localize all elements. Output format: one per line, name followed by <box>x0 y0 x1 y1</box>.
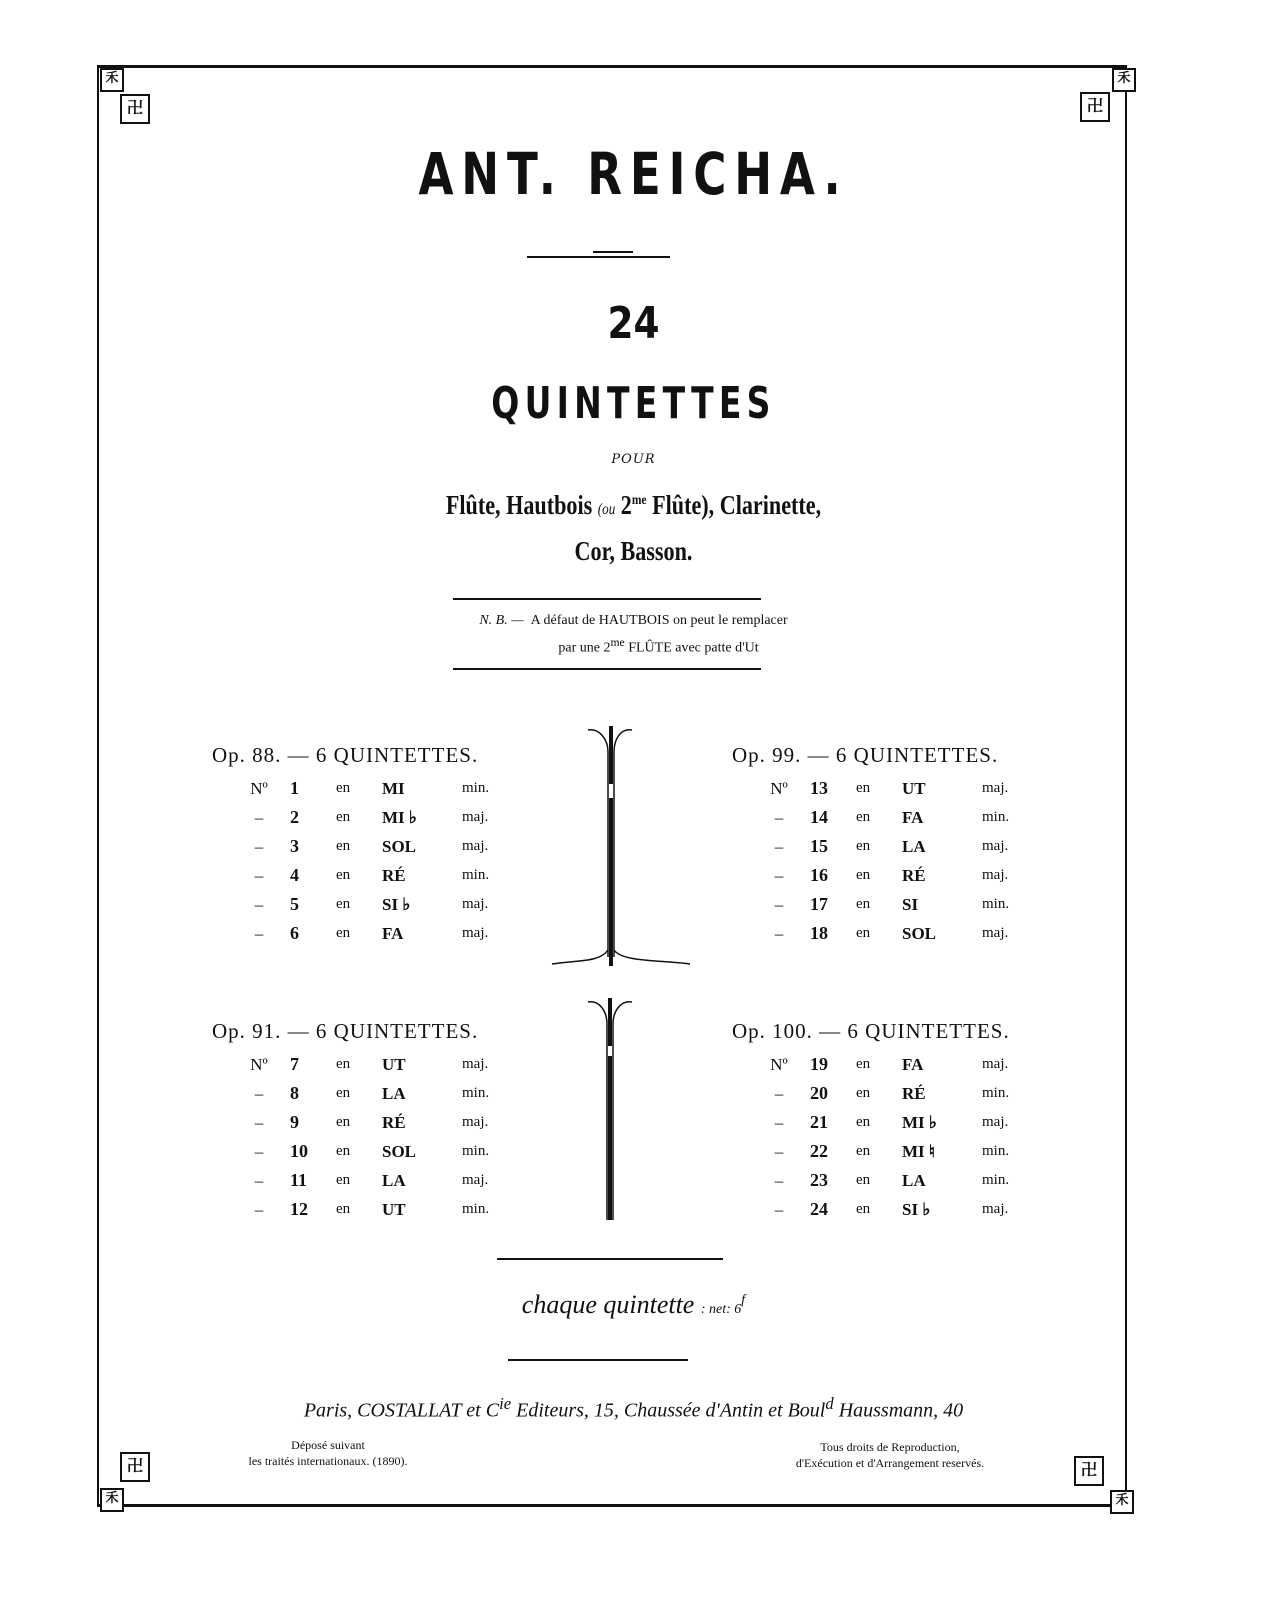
key-name: LA <box>382 1083 406 1103</box>
deposit-notice <box>188 1437 468 1469</box>
corner-ornament-icon: 禾 <box>1112 68 1136 92</box>
publisher-text: Haussmann, 40 <box>833 1399 964 1422</box>
nb-text: par une 2 <box>558 640 611 656</box>
instruments-line-2: Cor, Basson. <box>574 536 693 566</box>
divider <box>508 1359 688 1361</box>
mode-label: min. <box>462 1201 490 1217</box>
mode-label: min. <box>982 809 1010 825</box>
mode-label: min. <box>462 1085 490 1101</box>
quintet-number: 4 <box>290 865 299 885</box>
key-name: UT <box>902 778 926 798</box>
number-prefix: – <box>774 1141 784 1161</box>
mode-label: min. <box>982 1143 1010 1159</box>
en-label: en <box>856 867 871 883</box>
publisher-sup: ie <box>499 1394 512 1413</box>
en-label: en <box>336 1143 351 1159</box>
en-label: en <box>336 1056 351 1072</box>
quintet-row <box>758 832 1019 861</box>
number-prefix: Nº <box>770 1054 788 1074</box>
publisher-sup: d <box>825 1394 834 1413</box>
key-name: MI ♭ <box>382 807 417 827</box>
mode-label: maj. <box>462 1056 489 1072</box>
quintet-number: 18 <box>810 923 828 943</box>
mode-label: min. <box>462 867 490 883</box>
opus-group <box>212 1019 499 1224</box>
price-net: : net: 6 <box>700 1302 742 1317</box>
number-prefix: – <box>254 1170 264 1190</box>
quintet-number: 24 <box>810 1199 828 1219</box>
deposit-line-1: Déposé suivant <box>291 1438 365 1452</box>
opus-group <box>732 743 1019 948</box>
key-name: SOL <box>382 1141 417 1161</box>
number-prefix: – <box>254 1083 264 1103</box>
quintet-number: 8 <box>290 1083 299 1103</box>
quintet-row <box>238 1195 499 1224</box>
divider <box>453 668 761 670</box>
en-label: en <box>336 1172 351 1188</box>
key-name: SI ♭ <box>382 894 411 914</box>
number-prefix: Nº <box>250 778 268 798</box>
number-prefix: – <box>254 923 264 943</box>
quintet-number: 12 <box>290 1199 308 1219</box>
quintet-row <box>238 1166 499 1195</box>
mode-label: maj. <box>982 780 1009 796</box>
nb-prefix: N. B. — <box>479 613 524 628</box>
quintet-row <box>238 890 499 919</box>
price-line <box>0 1290 1267 1320</box>
mode-label: min. <box>982 1085 1010 1101</box>
mode-label: maj. <box>982 1201 1009 1217</box>
key-name: UT <box>382 1054 406 1074</box>
quintet-number: 6 <box>290 923 299 943</box>
pour-label: POUR <box>611 452 656 467</box>
number-prefix: – <box>254 1199 264 1219</box>
mode-label: maj. <box>982 925 1009 941</box>
quintet-number: 3 <box>290 836 299 856</box>
mode-label: min. <box>462 1143 490 1159</box>
quintet-number: 20 <box>810 1083 828 1103</box>
ordinal-sup: me <box>631 493 647 508</box>
key-name: SI ♭ <box>902 1199 931 1219</box>
key-name: FA <box>902 1054 924 1074</box>
paren: ( <box>597 501 603 518</box>
quintet-number: 22 <box>810 1141 828 1161</box>
mode-label: maj. <box>982 867 1009 883</box>
opus-title: Op. 100. — 6 QUINTETTES. <box>732 1019 1010 1043</box>
en-label: en <box>336 838 351 854</box>
quintet-number: 11 <box>290 1170 308 1190</box>
quintet-row <box>758 1079 1019 1108</box>
quintet-row <box>758 1137 1019 1166</box>
column-divider-ornament-icon <box>580 994 640 1224</box>
nb-note-line-1 <box>0 610 1267 632</box>
quintet-list <box>758 774 1019 948</box>
en-label: en <box>856 1172 871 1188</box>
en-label: en <box>336 1085 351 1101</box>
mode-label: maj. <box>982 838 1009 854</box>
key-name: LA <box>902 836 926 856</box>
corner-ornament-icon: 卍 <box>1074 1456 1104 1486</box>
work-count: 24 <box>607 298 660 349</box>
corner-ornament-icon: 禾 <box>100 1488 124 1512</box>
key-name: RÉ <box>382 865 406 885</box>
number-prefix: – <box>774 894 784 914</box>
en-label: en <box>856 1143 871 1159</box>
mode-label: min. <box>982 1172 1010 1188</box>
quintet-row <box>758 1195 1019 1224</box>
corner-ornament-icon: 卍 <box>1080 92 1110 122</box>
mode-label: maj. <box>982 1114 1009 1130</box>
quintet-number: 7 <box>290 1054 299 1074</box>
opus-title: Op. 99. — 6 QUINTETTES. <box>732 743 999 767</box>
key-name: SOL <box>382 836 417 856</box>
corner-ornament-icon: 禾 <box>100 68 124 92</box>
number-prefix: – <box>774 836 784 856</box>
mode-label: maj. <box>462 809 489 825</box>
rights-line-2: d'Exécution et d'Arrangement reservés. <box>795 1456 985 1470</box>
mode-label: min. <box>982 896 1010 912</box>
quintet-number: 17 <box>810 894 828 914</box>
en-label: en <box>856 1085 871 1101</box>
key-name: LA <box>902 1170 926 1190</box>
en-label: en <box>856 925 871 941</box>
deposit-line-2: les traités internationaux. (1890). <box>248 1454 408 1468</box>
number-prefix: – <box>254 894 264 914</box>
instruments-text: Flûte), Clarinette, <box>652 490 822 520</box>
price-sup: f <box>741 1292 746 1308</box>
key-name: RÉ <box>902 1083 926 1103</box>
number-prefix: – <box>774 1199 784 1219</box>
quintet-row <box>758 861 1019 890</box>
en-label: en <box>856 1114 871 1130</box>
publisher-text: Paris, COSTALLAT et C <box>303 1399 500 1422</box>
en-label: en <box>336 925 351 941</box>
mode-label: maj. <box>462 925 489 941</box>
quintet-number: 23 <box>810 1170 828 1190</box>
quintet-row <box>758 803 1019 832</box>
quintet-row <box>238 1108 499 1137</box>
quintet-row <box>758 774 1019 803</box>
rights-line-1: Tous droits de Reproduction, <box>820 1440 960 1454</box>
en-label: en <box>336 867 351 883</box>
quintet-row <box>758 890 1019 919</box>
key-name: FA <box>902 807 924 827</box>
corner-ornament-icon: 禾 <box>1110 1490 1134 1514</box>
key-name: RÉ <box>382 1112 406 1132</box>
quintet-row <box>758 1166 1019 1195</box>
publisher-text: Editeurs, 15, Chaussée d'Antin et Boul <box>511 1399 826 1422</box>
key-name: RÉ <box>902 865 926 885</box>
number-prefix: – <box>774 1112 784 1132</box>
opus-group <box>732 1019 1019 1224</box>
quintet-row <box>238 1050 499 1079</box>
column-divider-ornament-icon <box>550 712 700 972</box>
number-prefix: – <box>774 1083 784 1103</box>
quintet-number: 5 <box>290 894 299 914</box>
en-label: en <box>856 780 871 796</box>
rights-notice <box>745 1439 1035 1471</box>
en-label: en <box>856 896 871 912</box>
corner-ornament-icon: 卍 <box>120 94 150 124</box>
price-text: chaque quintette <box>521 1290 695 1319</box>
instruments-line-1 <box>114 490 1153 521</box>
quintet-number: 13 <box>810 778 828 798</box>
number-prefix: – <box>254 1141 264 1161</box>
corner-ornament-icon: 卍 <box>120 1452 150 1482</box>
nb-note <box>0 610 1267 660</box>
key-name: SOL <box>902 923 937 943</box>
mode-label: maj. <box>462 1172 489 1188</box>
number-prefix: Nº <box>770 778 788 798</box>
quintet-row <box>238 919 499 948</box>
mode-label: maj. <box>462 1114 489 1130</box>
quintet-row <box>758 1050 1019 1079</box>
number-prefix: – <box>254 836 264 856</box>
key-name: MI <box>382 778 405 798</box>
ordinal: 2 <box>620 490 632 520</box>
quintet-row <box>758 1108 1019 1137</box>
key-name: MI ♮ <box>902 1141 935 1161</box>
key-name: LA <box>382 1170 406 1190</box>
key-name: SI <box>902 894 919 914</box>
quintet-row <box>238 1079 499 1108</box>
quintet-row <box>238 1137 499 1166</box>
en-label: en <box>336 780 351 796</box>
en-label: en <box>336 896 351 912</box>
en-label: en <box>856 1201 871 1217</box>
divider <box>527 256 670 258</box>
composer-name: ANT. REICHA. <box>418 140 849 208</box>
number-prefix: – <box>254 807 264 827</box>
nb-text: A défaut de HAUTBOIS on peut le remplacer <box>530 613 788 628</box>
quintet-list <box>238 774 499 948</box>
number-prefix: – <box>254 865 264 885</box>
work-genre: QUINTETTES <box>491 378 776 429</box>
quintet-row <box>238 832 499 861</box>
opus-title: Op. 91. — 6 QUINTETTES. <box>212 1019 479 1043</box>
number-prefix: Nº <box>250 1054 268 1074</box>
number-prefix: – <box>254 1112 264 1132</box>
quintet-number: 10 <box>290 1141 308 1161</box>
quintet-number: 9 <box>290 1112 299 1132</box>
opus-title: Op. 88. — 6 QUINTETTES. <box>212 743 479 767</box>
en-label: en <box>336 1201 351 1217</box>
quintet-number: 16 <box>810 865 828 885</box>
quintet-list <box>758 1050 1019 1224</box>
en-label: en <box>856 838 871 854</box>
mode-label: maj. <box>982 1056 1009 1072</box>
en-label: en <box>336 809 351 825</box>
en-label: en <box>856 1056 871 1072</box>
number-prefix: – <box>774 923 784 943</box>
opus-group <box>212 743 499 948</box>
quintet-number: 19 <box>810 1054 828 1074</box>
mode-label: maj. <box>462 838 489 854</box>
key-name: FA <box>382 923 404 943</box>
quintet-number: 15 <box>810 836 828 856</box>
quintet-number: 2 <box>290 807 299 827</box>
en-label: en <box>856 809 871 825</box>
quintet-number: 1 <box>290 778 299 798</box>
number-prefix: – <box>774 865 784 885</box>
publisher-imprint <box>0 1394 1267 1423</box>
en-label: en <box>336 1114 351 1130</box>
quintet-row <box>758 919 1019 948</box>
number-prefix: – <box>774 807 784 827</box>
nb-text: FLÛTE avec patte d'Ut <box>624 640 759 656</box>
key-name: UT <box>382 1199 406 1219</box>
quintet-number: 21 <box>810 1112 828 1132</box>
key-name: MI ♭ <box>902 1112 937 1132</box>
divider <box>453 598 761 600</box>
quintet-row <box>238 861 499 890</box>
divider <box>497 1258 723 1260</box>
quintet-row <box>238 774 499 803</box>
mode-label: min. <box>462 780 490 796</box>
quintet-row <box>238 803 499 832</box>
number-prefix: – <box>774 1170 784 1190</box>
divider <box>593 251 633 253</box>
ou-text: ou <box>602 501 616 518</box>
quintet-number: 14 <box>810 807 828 827</box>
instruments-text: Flûte, Hautbois <box>445 490 593 520</box>
nb-note-line-2 <box>50 632 1267 660</box>
mode-label: maj. <box>462 896 489 912</box>
quintet-list <box>238 1050 499 1224</box>
nb-sup: me <box>610 636 625 649</box>
